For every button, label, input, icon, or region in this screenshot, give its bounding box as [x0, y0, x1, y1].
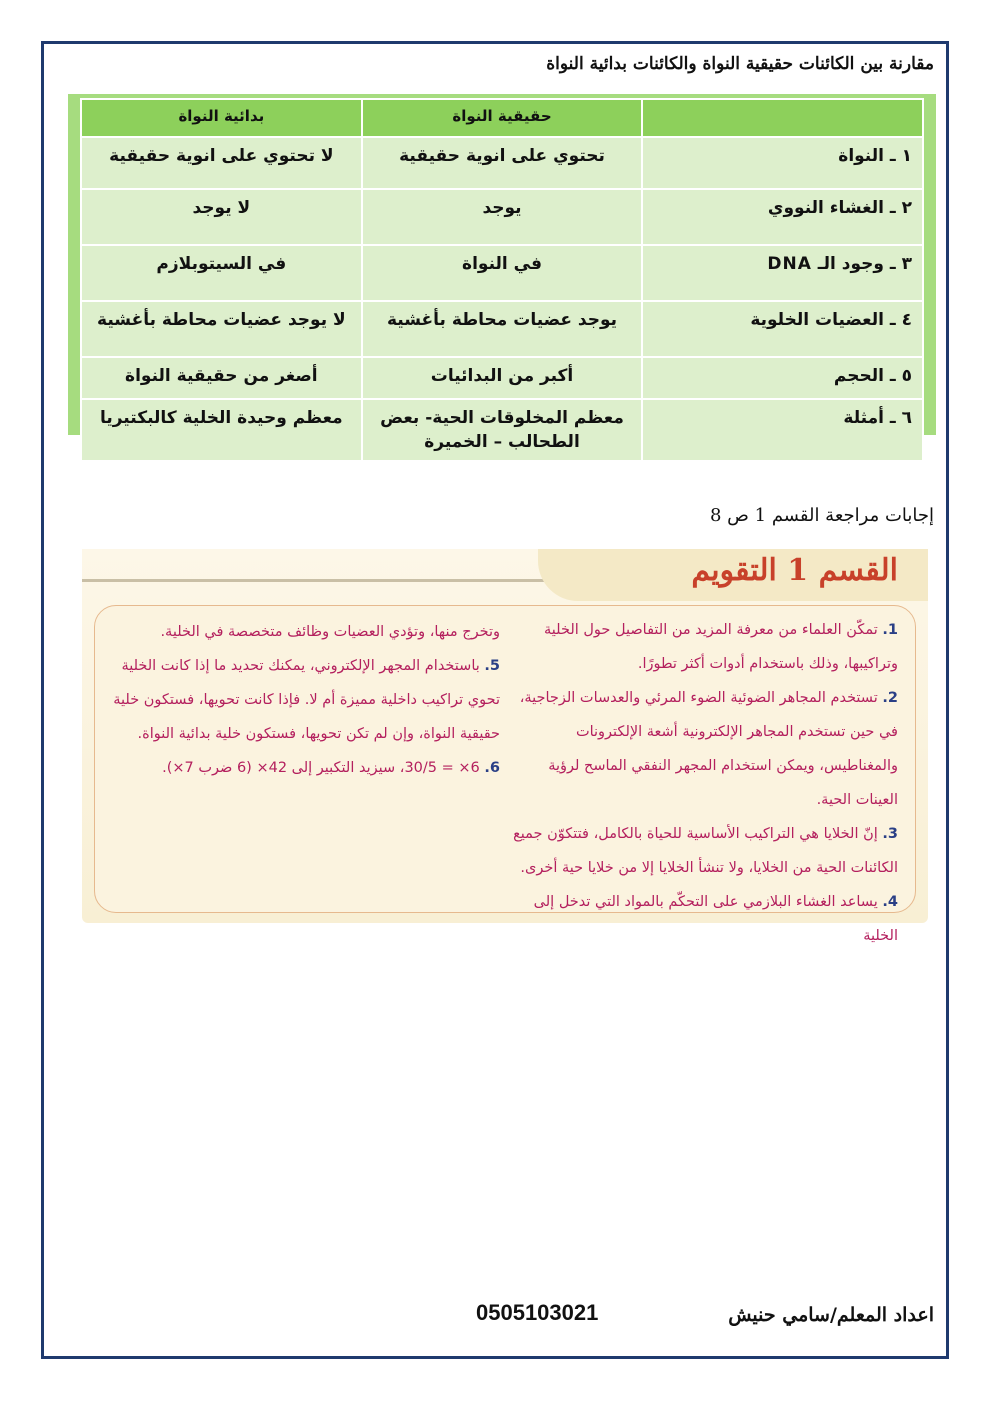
list-item: [506, 613, 898, 681]
list-item: [506, 681, 898, 817]
eukaryote-cell: أكبر من البدائيات: [362, 357, 643, 399]
table-row: [81, 245, 923, 301]
prokaryote-cell: معظم وحيدة الخلية كالبكتيريا: [81, 399, 362, 461]
row-label: ٦ ـ أمثلة: [642, 399, 923, 461]
item-text: 6× = 30/5، سيزيد التكبير إلى 42× (6 ضرب 7×).: [162, 760, 480, 776]
page-title: مقارنة بين الكائنات حقيقية النواة والكائنات بدائية النواة: [546, 54, 934, 74]
decorative-line: [82, 579, 562, 582]
comparison-table: [80, 98, 924, 462]
row-label: ١ ـ النواة: [642, 137, 923, 189]
evaluation-title: القسم 1 التقويم: [691, 553, 898, 588]
prokaryote-cell: لا يوجد عضيات محاطة بأغشية: [81, 301, 362, 357]
prokaryote-cell: لا يوجد: [81, 189, 362, 245]
item-number: 5.: [484, 658, 500, 674]
prokaryote-cell: لا تحتوي على انوية حقيقية: [81, 137, 362, 189]
eukaryote-cell: يوجد عضيات محاطة بأغشية: [362, 301, 643, 357]
item-number: 6.: [484, 760, 500, 776]
row-label: ٣ ـ وجود الـ DNA: [642, 245, 923, 301]
author-credit: اعداد المعلم/سامي حنيش: [728, 1304, 934, 1326]
row-label: ٥ ـ الحجم: [642, 357, 923, 399]
item-text: باستخدام المجهر الإلكتروني، يمكنك تحديد ما إذا كانت الخلية تحوي تراكيب داخلية مميزة أم لا. فإذا كانت تحويها، فستكون خلية حقيقية النواة، وإن لم تكن تحويها، فستكون خلية بدائية النواة.: [113, 658, 500, 742]
item-number: 3.: [882, 826, 898, 842]
item-text: إنّ الخلايا هي التراكيب الأساسية للحياة بالكامل، فتتكوّن جميع الكائنات الحية من الخلايا، ولا تنشأ الخلايا إلا من خلايا حية أخرى.: [513, 826, 898, 876]
list-item: [506, 885, 898, 953]
item-text: تمكّن العلماء من معرفة المزيد من التفاصيل حول الخلية وتراكيبها، وذلك باستخدام أدوات أكثر تطورًا.: [544, 622, 898, 672]
list-item: [112, 751, 500, 785]
eukaryote-cell: يوجد: [362, 189, 643, 245]
list-item: [506, 817, 898, 885]
item-number: 4.: [882, 894, 898, 910]
eukaryote-cell: في النواة: [362, 245, 643, 301]
evaluation-left-column: [112, 615, 500, 785]
table-row: [81, 399, 923, 461]
header-eukaryote: حقيقية النواة: [362, 99, 643, 137]
item-number: 2.: [882, 690, 898, 706]
item-text: تستخدم المجاهر الضوئية الضوء المرئي والعدسات الزجاجية، في حين تستخدم المجاهر الإلكترونية أشعة الإلكترونات والمغناطيس، ويمكن استخدام المجهر النفقي الماسح لرؤية العينات الحية.: [519, 690, 898, 808]
section-review-label: إجابات مراجعة القسم 1 ص 8: [709, 505, 934, 526]
phone-number: 0505103021: [476, 1300, 599, 1325]
table-row: [81, 301, 923, 357]
continuation-text: وتخرج منها، وتؤدي العضيات وظائف متخصصة في الخلية.: [160, 624, 500, 640]
header-prokaryote: بدائية النواة: [81, 99, 362, 137]
evaluation-right-column: [506, 613, 898, 953]
table-row: [81, 137, 923, 189]
header-empty: [642, 99, 923, 137]
row-label: ٢ ـ الغشاء النووي: [642, 189, 923, 245]
item-text: يساعد الغشاء البلازمي على التحكّم بالمواد التي تدخل إلى الخلية: [533, 894, 898, 944]
table-row: [81, 189, 923, 245]
item-number: 1.: [882, 622, 898, 638]
table-row: [81, 357, 923, 399]
evaluation-card: [82, 549, 928, 944]
eukaryote-cell: تحتوي على انوية حقيقية: [362, 137, 643, 189]
prokaryote-cell: في السيتوبلازم: [81, 245, 362, 301]
eukaryote-cell: معظم المخلوقات الحية- بعض الطحالب – الخميرة: [362, 399, 643, 461]
list-item: [112, 649, 500, 751]
row-label: ٤ ـ العضيات الخلوية: [642, 301, 923, 357]
prokaryote-cell: أصغر من حقيقية النواة: [81, 357, 362, 399]
comparison-table-container: [68, 94, 936, 452]
evaluation-title-tab: [538, 549, 928, 601]
